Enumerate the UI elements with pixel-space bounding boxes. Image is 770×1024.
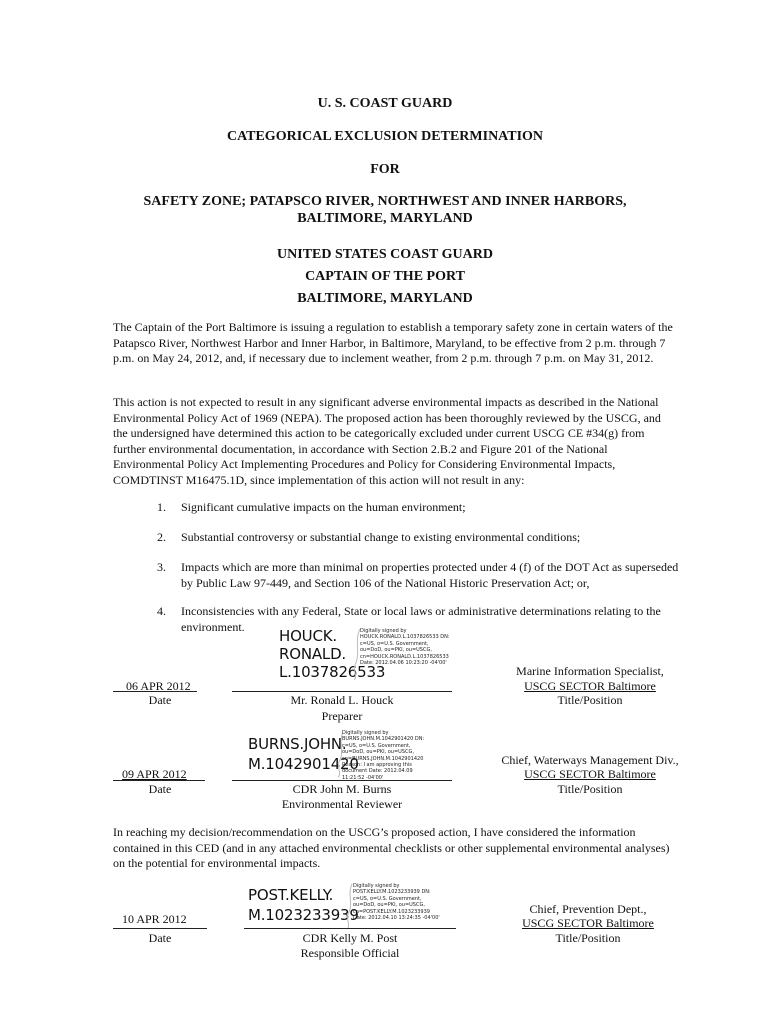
list-item-number: 3. [157,560,166,574]
digital-signature-name-line: L.1037826533 [279,663,386,681]
digital-signature-details: Digitally signed by HOUCK.RONALD.L.1037826533 DN: c=US, o=U.S. Government, ou=DoD, ou=PKI, ou=USCG, cn=HOUCK.RONALD.L.1037826533 Date: 2012.04.06 10:23:20 -04'00' [360,628,450,667]
title-position-label: Title/Position [555,931,621,945]
list-item-text: Significant cumulative impacts on the human environment; [181,500,466,514]
digital-signature-name-line: HOUCK. [279,627,337,645]
list-item-text: Substantial controversy or substantial change to existing environmental conditions; [181,530,581,544]
digital-signature-name-line: BURNS.JOHN. [248,735,347,753]
preparer-title-line-2: USCG SECTOR Baltimore [524,679,656,693]
date-signature-line [113,928,207,929]
official-name: CDR Kelly M. Post [302,931,398,945]
official-role: Responsible Official [300,946,400,960]
name-signature-line [232,691,452,692]
list-item-number: 4. [157,604,166,618]
title-position-label: Title/Position [557,782,623,796]
title-position-label: Title/Position [557,693,623,707]
org-line-1: UNITED STATES COAST GUARD [277,247,493,262]
digital-signature-name-line: RONALD. [279,645,346,663]
date-signature-line [113,691,197,692]
digital-signature-details: Digitally signed by BURNS.JOHN.M.1042901420 DN: c=US, o=U.S. Government, ou=DoD, ou=PKI, ou=USCG, cn=BURNS.JOHN.M.1042901420 Reason: I am approving this document Date: 2012.04.09 11:21:52 -04'00' [342,730,425,781]
official-title-line-1: Chief, Prevention Dept., [529,902,647,916]
name-signature-line [232,780,452,781]
reviewer-title-line-2: USCG SECTOR Baltimore [524,767,656,781]
preparer-date: 06 APR 2012 [126,679,191,693]
document-type-heading: CATEGORICAL EXCLUSION DETERMINATION [226,129,544,144]
digital-signature-name-line: M.1023233939 [248,906,359,924]
reviewer-role: Environmental Reviewer [281,797,403,811]
org-line-3: BALTIMORE, MARYLAND [297,291,473,306]
reviewer-name: CDR John M. Burns [292,782,392,796]
preparer-role: Preparer [321,709,363,723]
digital-signature-name-line: POST.KELLY. [248,886,334,904]
date-label: Date [148,931,172,945]
agency-heading: U. S. COAST GUARD [317,96,453,111]
subject-line-1: SAFETY ZONE; PATAPSCO RIVER, NORTHWEST AND INNER HARBORS, [143,194,627,209]
list-item-text: Inconsistencies with any Federal, State or local laws or administrative determinations relating to the environment. [181,604,661,634]
digital-signature-details: Digitally signed by POST.KELLY.M.1023233939 DN: c=US, o=U.S. Government, ou=DoD, ou=PKI, ou=USCG, cn=POST.KELLY.M.1023233939 Date: 2012.04.10 13:24:35 -04'00' [353,883,440,922]
date-signature-line [113,780,205,781]
official-title-line-2: USCG SECTOR Baltimore [522,916,654,930]
for-heading: FOR [370,162,400,177]
date-label: Date [148,693,172,707]
date-label: Date [148,782,172,796]
list-item-number: 2. [157,530,166,544]
official-date: 10 APR 2012 [122,912,187,926]
org-line-2: CAPTAIN OF THE PORT [305,269,465,284]
subject-line-2: BALTIMORE, MARYLAND [297,211,473,226]
digital-signature-name-line: M.1042901420 [248,755,359,773]
preparer-title-line-1: Marine Information Specialist, [516,664,664,678]
paragraph-decision: In reaching my decision/recommendation on the USCG’s proposed action, I have considered the information contained in this CED (and in any attached environmental checklists or other supplemental environmental analyses) on the potential for environmental impacts. [113,825,670,871]
reviewer-title-line-1: Chief, Waterways Management Div., [501,753,679,767]
paragraph-purpose: The Captain of the Port Baltimore is issuing a regulation to establish a temporary safety zone in certain waters of the Patapsco River, Northwest Harbor and Inner Harbor, in Baltimore, Maryland, to be effective from 2 p.m. through 7 p.m. on May 24, 2012, and, if necessary due to inclement weather, from 2 p.m. through 7 p.m. on May 31, 2012. [113,320,673,366]
preparer-name: Mr. Ronald L. Houck [290,693,394,707]
list-item-number: 1. [157,500,166,514]
list-item-text: Impacts which are more than minimal on properties protected under 4 (f) of the DOT Act as superseded by Public Law 97-449, and Section 106 of the National Historic Preservation Act; or, [181,560,679,590]
name-signature-line [244,928,456,929]
reviewer-date: 09 APR 2012 [122,767,187,781]
paragraph-determination: This action is not expected to result in any significant adverse environmental impacts as described in the National Environmental Policy Act of 1969 (NEPA). The proposed action has been thoroughly reviewed by the USCG, and the undersigned have determined this action to be categorically excluded under current USCG CE #34(g) from further environmental documentation, in accordance with Section 2.B.2 and Figure 201 of the National Environmental Policy Act Implementing Procedures and Policy for Considering Environmental Impacts, COMDTINST M16475.1D, since implementation of this action will not result in any: [113,395,661,487]
